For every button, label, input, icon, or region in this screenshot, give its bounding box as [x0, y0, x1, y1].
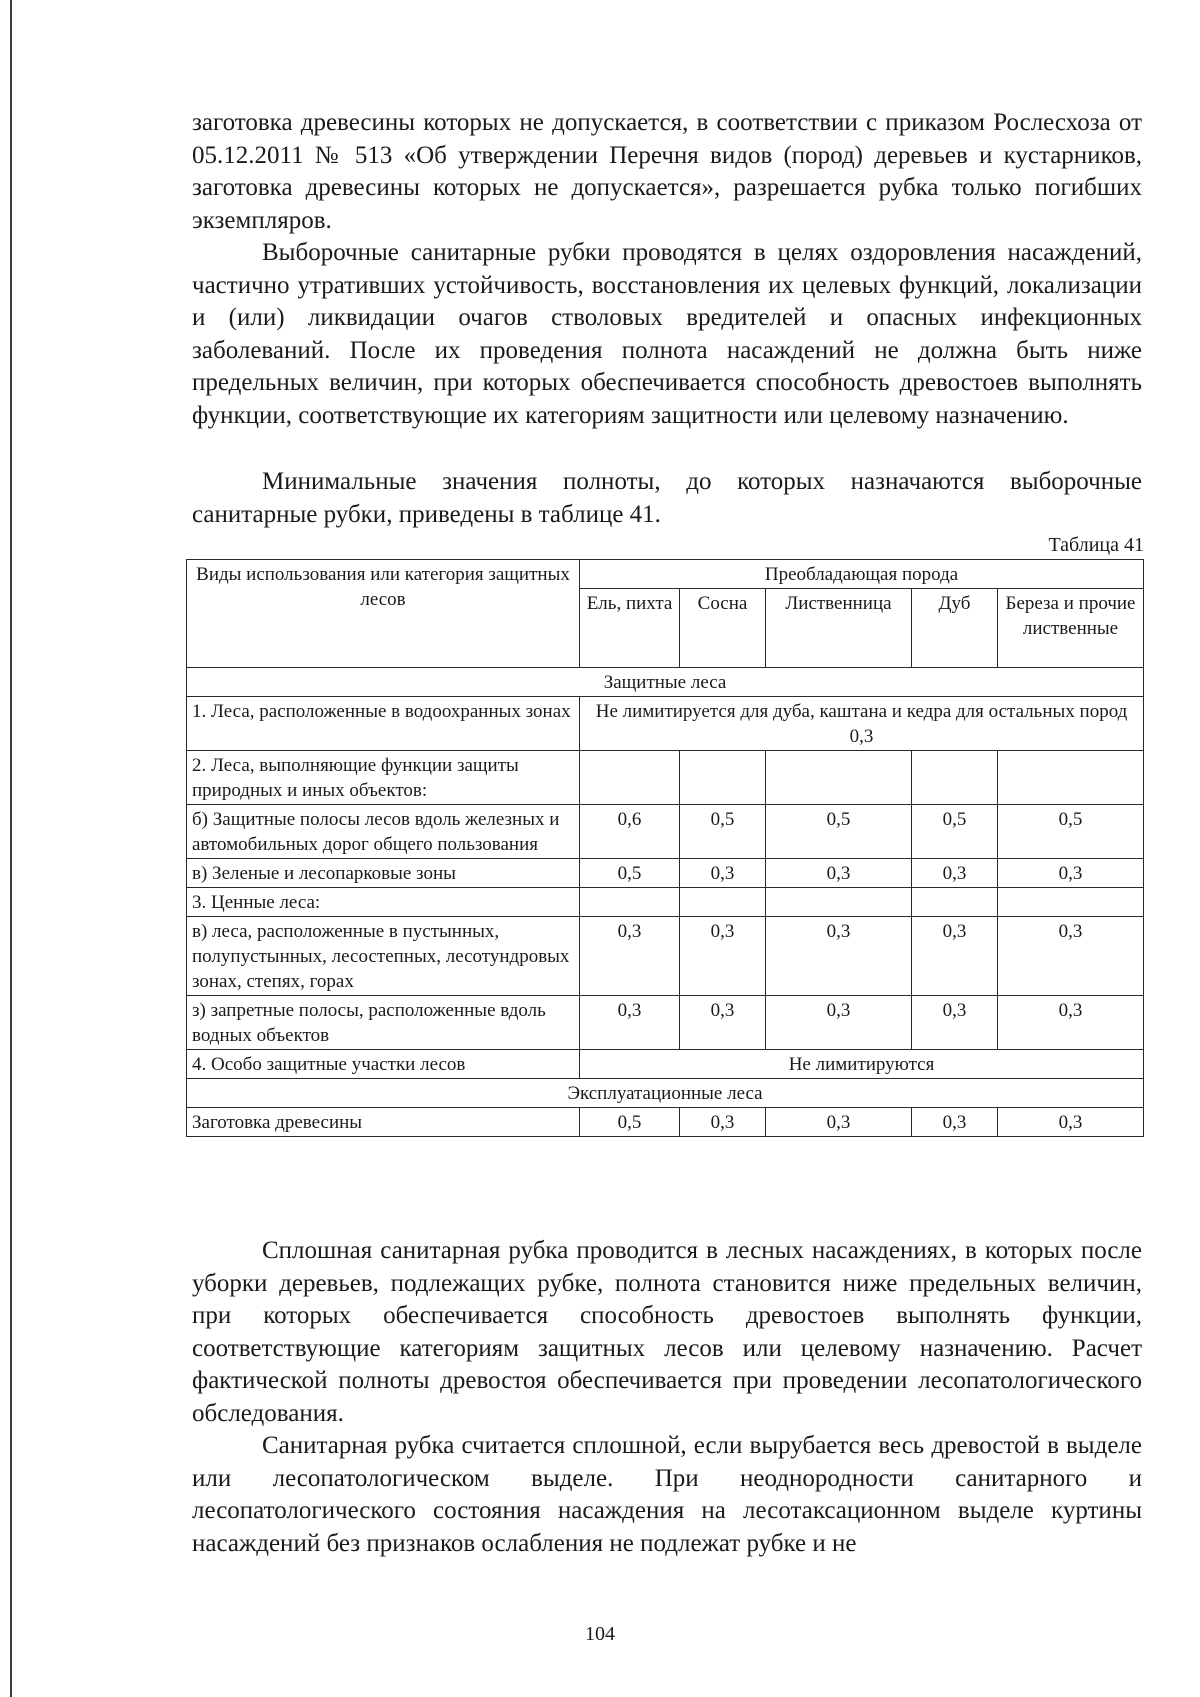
- header-first-col: Виды использования или категория защитных лесов: [187, 560, 580, 668]
- table-row: [187, 888, 1144, 917]
- value-cell: 0,3: [998, 1108, 1144, 1137]
- empty-cell: [912, 888, 998, 917]
- value-cell: 0,5: [912, 805, 998, 859]
- header-species-pine: Сосна: [680, 589, 766, 668]
- value-cell: 0,6: [580, 805, 680, 859]
- table-row: [187, 859, 1144, 888]
- header-species-oak: Дуб: [912, 589, 998, 668]
- section-exploitation-title: Эксплуатационные леса: [187, 1079, 1144, 1108]
- row-label-protection-functions: 2. Леса, выполняющие функции защиты природных и иных объектов:: [187, 751, 580, 805]
- empty-cell: [580, 751, 680, 805]
- value-cell: 0,5: [766, 805, 912, 859]
- value-cell: 0,3: [998, 859, 1144, 888]
- empty-cell: [680, 888, 766, 917]
- table-row: [187, 996, 1144, 1050]
- table-row: [187, 1108, 1144, 1137]
- value-cell: 0,3: [998, 996, 1144, 1050]
- table-row: [187, 751, 1144, 805]
- table-caption: Таблица 41: [1048, 534, 1144, 556]
- table-header-row: [187, 560, 1144, 589]
- value-cell: 0,3: [766, 917, 912, 996]
- intro-paragraph-3: Минимальные значения полноты, до которых назначаются выборочные санитарные рубки, приведены в таблице 41.: [192, 468, 1142, 528]
- table-row: [187, 1050, 1144, 1079]
- value-cell: 0,5: [680, 805, 766, 859]
- row-label-harvest: Заготовка древесины: [187, 1108, 580, 1137]
- header-species-larch: Лиственница: [766, 589, 912, 668]
- empty-cell: [912, 751, 998, 805]
- row-label-special-areas: 4. Особо защитные участки лесов: [187, 1050, 580, 1079]
- row-label-green-zones: в) Зеленые и лесопарковые зоны: [187, 859, 580, 888]
- value-cell: 0,3: [580, 996, 680, 1050]
- value-cell: 0,3: [766, 859, 912, 888]
- page-number: 104: [585, 1623, 615, 1645]
- value-cell: 0,3: [912, 1108, 998, 1137]
- value-cell: 0,3: [680, 917, 766, 996]
- table-row: [187, 917, 1144, 996]
- value-cell: 0,5: [580, 859, 680, 888]
- header-species-birch: Береза и прочие лиственные: [998, 589, 1144, 668]
- value-cell: 0,3: [766, 996, 912, 1050]
- scan-edge-line: [10, 0, 12, 1697]
- value-cell: 0,3: [998, 917, 1144, 996]
- value-cell: 0,3: [580, 917, 680, 996]
- value-cell: 0,3: [766, 1108, 912, 1137]
- empty-cell: [766, 888, 912, 917]
- outro-paragraph-1: Сплошная санитарная рубка проводится в лесных насаждениях, в которых после уборки деревьев, подлежащих рубке, полнота становится ниже предельных величин, при которых обеспечивается способность древостоев выполнять функции, соответствующие категориям защитных лесов или целевому назначению. Расчет фактической полноты древостоя обеспечивается при проведении лесопатологического обследования.: [192, 1237, 1142, 1427]
- table-41: [186, 559, 1144, 1137]
- value-cell: 0,5: [580, 1108, 680, 1137]
- header-species-group: Преобладающая порода: [580, 560, 1144, 589]
- row-label-desert-steppe: в) леса, расположенные в пустынных, полупустынных, лесостепных, лесотундровых зонах, степях, горах: [187, 917, 580, 996]
- intro-paragraph-2: Выборочные санитарные рубки проводятся в целях оздоровления насаждений, частично утративших устойчивость, восстановления их целевых функций, локализации и (или) ликвидации очагов стволовых вредителей и опасных инфекционных заболеваний. После их проведения полнота насаждений не должна быть ниже предельных величин, при которых обеспечивается способность древостоев выполнять функции, соответствующие их категориям защитности или целевому назначению.: [192, 239, 1142, 429]
- empty-cell: [998, 751, 1144, 805]
- row-note-special-areas: Не лимитируются: [580, 1050, 1144, 1079]
- section-row-exploitation: [187, 1079, 1144, 1108]
- value-cell: 0,5: [998, 805, 1144, 859]
- row-note-water-protection: Не лимитируется для дуба, каштана и кедра для остальных пород 0,3: [580, 697, 1144, 751]
- row-label-road-strips: б) Защитные полосы лесов вдоль железных и автомобильных дорог общего пользования: [187, 805, 580, 859]
- empty-cell: [680, 751, 766, 805]
- empty-cell: [580, 888, 680, 917]
- value-cell: 0,3: [912, 917, 998, 996]
- intro-paragraph-1: заготовка древесины которых не допускается, в соответствии с приказом Рослесхоза от 05.12.2011 № 513 «Об утверждении Перечня видов (пород) деревьев и кустарников, заготовка древесины которых не допускается», разрешается рубка только погибших экземпляров.: [192, 109, 1142, 234]
- row-label-water-protection: 1. Леса, расположенные в водоохранных зонах: [187, 697, 580, 751]
- row-label-valuable-forests: 3. Ценные леса:: [187, 888, 580, 917]
- section-row-protective: [187, 668, 1144, 697]
- value-cell: 0,3: [680, 859, 766, 888]
- row-label-water-strips: з) запретные полосы, расположенные вдоль водных объектов: [187, 996, 580, 1050]
- value-cell: 0,3: [680, 1108, 766, 1137]
- header-species-spruce: Ель, пихта: [580, 589, 680, 668]
- value-cell: 0,3: [680, 996, 766, 1050]
- empty-cell: [766, 751, 912, 805]
- table-row: [187, 697, 1144, 751]
- outro-paragraph-2: Санитарная рубка считается сплошной, если вырубается весь древостой в выделе или лесопатологическом выделе. При неоднородности санитарного и лесопатологического состояния насаждения на лесотаксационном выделе куртины насаждений без признаков ослабления не подлежат рубке и не: [192, 1432, 1142, 1557]
- value-cell: 0,3: [912, 859, 998, 888]
- table-row: [187, 805, 1144, 859]
- empty-cell: [998, 888, 1144, 917]
- value-cell: 0,3: [912, 996, 998, 1050]
- section-protective-title: Защитные леса: [187, 668, 1144, 697]
